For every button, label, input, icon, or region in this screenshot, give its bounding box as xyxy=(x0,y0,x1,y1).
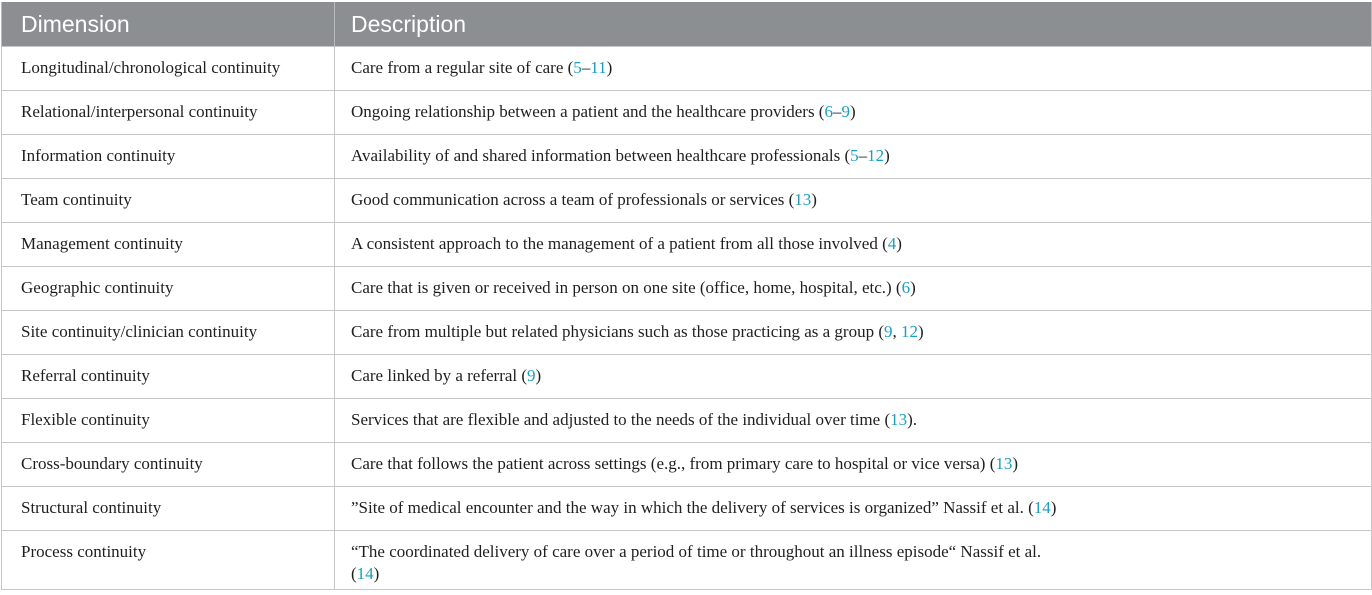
header-dimension: Dimension xyxy=(2,2,335,47)
table-row xyxy=(2,443,1372,487)
table-row xyxy=(2,91,1372,135)
dimension-cell: Geographic continuity xyxy=(2,267,335,311)
description-cell xyxy=(335,487,1372,531)
citation-link[interactable]: 13 xyxy=(995,454,1013,473)
description-text: Services that are flexible and adjusted to the needs of the individual over time ( xyxy=(351,410,891,429)
citation-link[interactable]: 13 xyxy=(890,410,908,429)
citation-link[interactable]: 6 xyxy=(901,278,911,297)
dimension-cell: Cross-boundary continuity xyxy=(2,443,335,487)
citation-link[interactable]: 13 xyxy=(794,190,812,209)
table-row xyxy=(2,399,1372,443)
dimension-cell: Information continuity xyxy=(2,135,335,179)
description-end: ) xyxy=(896,234,902,253)
citation-link[interactable]: 14 xyxy=(356,564,374,583)
citation-link[interactable]: 9 xyxy=(884,322,893,341)
description-end: ) xyxy=(1050,498,1057,517)
description-end: ) xyxy=(918,322,924,341)
citation-link[interactable]: 14 xyxy=(1033,498,1051,517)
description-text: A consistent approach to the management of a patient from all those involved ( xyxy=(351,234,888,253)
table-row xyxy=(2,311,1372,355)
citation-separator: – xyxy=(858,146,868,165)
citation-link[interactable]: 5 xyxy=(573,58,582,77)
citation-link[interactable]: 12 xyxy=(867,146,885,165)
description-text: Care that is given or received in person on one site (office, home, hospital, etc.) ( xyxy=(351,278,902,297)
description-end: ) xyxy=(606,58,613,77)
table-header xyxy=(2,2,1372,47)
citation-separator: – xyxy=(581,58,591,77)
description-cell xyxy=(335,399,1372,443)
dimension-cell: Site continuity/clinician continuity xyxy=(2,311,335,355)
description-cell xyxy=(335,47,1372,91)
table-row xyxy=(2,47,1372,91)
header-description: Description xyxy=(335,2,1372,47)
continuity-dimensions-table xyxy=(1,2,1372,590)
description-end: ) xyxy=(811,190,817,209)
description-text: Care from multiple but related physicians such as those practicing as a group ( xyxy=(351,322,884,341)
description-text: ”Site of medical encounter and the way in which the delivery of services is organized” Nassif et al. ( xyxy=(351,498,1034,517)
description-cell xyxy=(335,355,1372,399)
description-end: ) xyxy=(373,564,380,583)
description-end: ) xyxy=(535,366,542,385)
citation-separator: – xyxy=(832,102,842,121)
table-row xyxy=(2,267,1372,311)
citation-link[interactable]: 11 xyxy=(590,58,607,77)
citation-link[interactable]: 12 xyxy=(901,322,918,341)
description-text: Care that follows the patient across settings (e.g., from primary care to hospital or vice versa) ( xyxy=(351,454,996,473)
citation-link[interactable]: 4 xyxy=(887,234,897,253)
description-text: Care linked by a referral ( xyxy=(351,366,528,385)
description-cell xyxy=(335,91,1372,135)
table-row xyxy=(2,223,1372,267)
dimension-cell: Relational/interpersonal continuity xyxy=(2,91,335,135)
description-text: Care from a regular site of care ( xyxy=(351,58,574,77)
description-cell xyxy=(335,223,1372,267)
description-cell xyxy=(335,135,1372,179)
dimension-cell: Referral continuity xyxy=(2,355,335,399)
description-text: Ongoing relationship between a patient and the healthcare providers ( xyxy=(351,102,825,121)
description-cell xyxy=(335,531,1372,590)
citation-separator: , xyxy=(892,322,901,341)
description-text: Availability of and shared information between healthcare professionals ( xyxy=(351,146,851,165)
description-end: ) xyxy=(849,102,856,121)
description-end: ) xyxy=(884,146,890,165)
table-row xyxy=(2,531,1372,590)
table-row xyxy=(2,135,1372,179)
citation-link[interactable]: 9 xyxy=(527,366,536,385)
citation-link[interactable]: 9 xyxy=(841,102,850,121)
description-cell xyxy=(335,311,1372,355)
dimension-cell: Management continuity xyxy=(2,223,335,267)
citation-link[interactable]: 6 xyxy=(824,102,833,121)
dimension-cell: Team continuity xyxy=(2,179,335,223)
description-cell xyxy=(335,179,1372,223)
table-body xyxy=(2,47,1372,590)
dimension-cell: Structural continuity xyxy=(2,487,335,531)
dimension-cell: Longitudinal/chronological continuity xyxy=(2,47,335,91)
description-text: “The coordinated delivery of care over a period of time or throughout an illness episode“ Nassif et al. xyxy=(351,542,1042,561)
dimension-cell: Process continuity xyxy=(2,531,335,590)
description-end: ) xyxy=(910,278,916,297)
description-text-continued: ( xyxy=(351,564,357,583)
table-row xyxy=(2,179,1372,223)
dimension-cell: Flexible continuity xyxy=(2,399,335,443)
description-text: Good communication across a team of professionals or services ( xyxy=(351,190,795,209)
description-cell xyxy=(335,267,1372,311)
description-cell xyxy=(335,443,1372,487)
description-end: ). xyxy=(907,410,918,429)
header-row xyxy=(2,2,1372,47)
description-end: ) xyxy=(1012,454,1019,473)
table-row xyxy=(2,355,1372,399)
citation-link[interactable]: 5 xyxy=(850,146,859,165)
table-row xyxy=(2,487,1372,531)
